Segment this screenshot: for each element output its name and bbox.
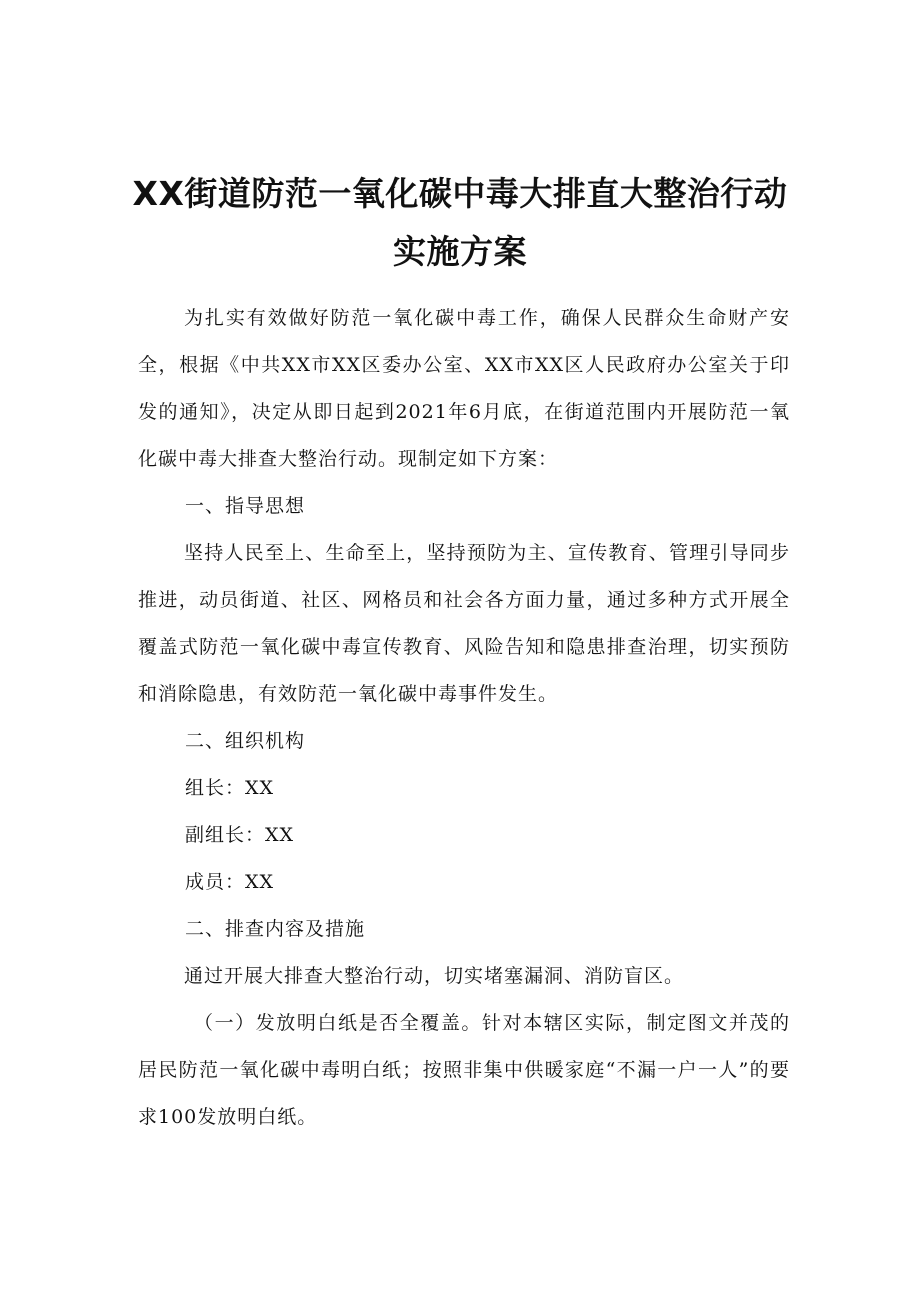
document-title-line-1: XX街道防范一氧化碳中毒大排直大整治行动 [132,174,788,213]
deputy-leader-line: 副组长：XX [185,824,295,846]
members-line: 成员：XX [185,871,275,893]
leader-line: 组长：XX [185,777,275,799]
section-3-item-1: （一）发放明白纸是否全覆盖。针对本辖区实际，制定图文并茂的居民防范一氧化碳中毒明白纸；按照非集中供暖家庭“不漏一户一人”的要求100发放明白纸。 [138,1012,790,1128]
section-1-body: 坚持人民至上、生命至上，坚持预防为主、宣传教育、管理引导同步推进，动员街道、社区、网格员和社会各方面力量，通过多种方式开展全覆盖式防范一氧化碳中毒宣传教育、风险告知和隐患排查治理，切实预防和消除隐患，有效防范一氧化碳中毒事件发生。 [138,542,790,705]
document-title-line-2: 实施方案 [393,232,527,271]
section-2-heading: 二、组织机构 [185,730,306,752]
section-1-heading: 一、指导思想 [185,495,306,517]
section-3-heading: 二、排查内容及措施 [185,918,366,940]
section-3-intro: 通过开展大排查大整治行动，切实堵塞漏洞、消防盲区。 [184,965,685,987]
intro-paragraph: 为扎实有效做好防范一氧化碳中毒工作，确保人民群众生命财产安全，根据《中共XX市XX区委办公室、XX市XX区人民政府办公室关于印发的通知》，决定从即日起到2021年6月底，在街道范围内开展防范一氧化碳中毒大排查大整治行动。现制定如下方案： [138,307,790,470]
